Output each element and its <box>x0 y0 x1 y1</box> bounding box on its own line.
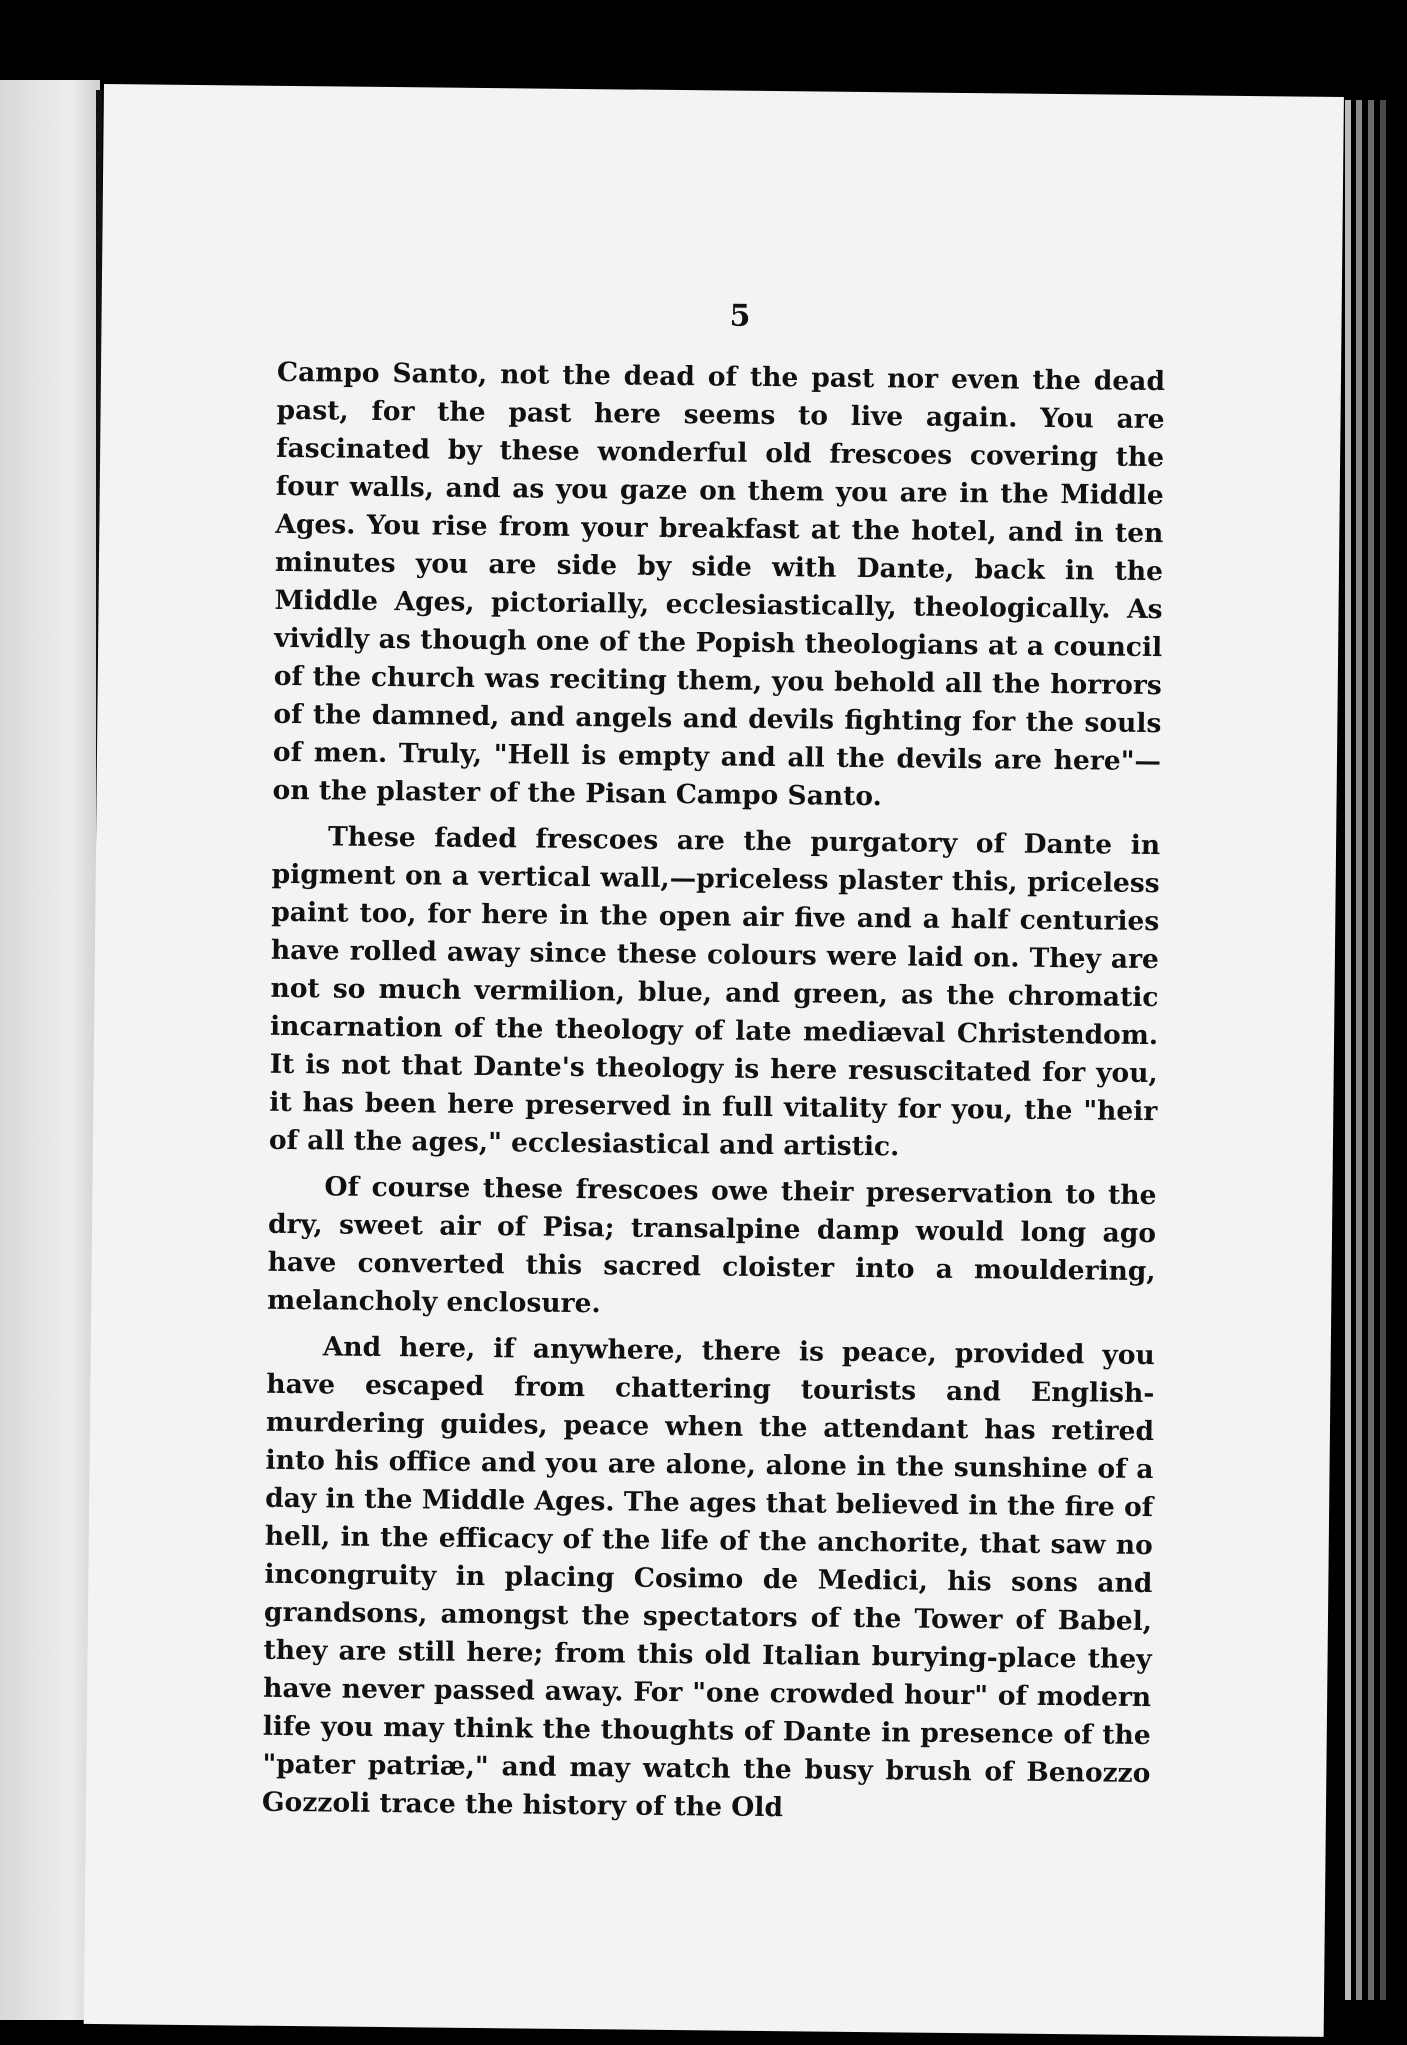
paragraph-1: Campo Santo, not the dead of the past nor even the dead past, for the past here seems to live again. You are fascinated by these wonderful old frescoes covering the four walls, and as you gaze on them you are in the Middle Ages. You rise from your breakfast at the hotel, and in ten minutes you are side by side with Dante, back in the Middle Ages, pictorially, ecclesiastically, theologically. As vividly as though one of the Popish theologians at a council of the church was reciting them, you behold all the horrors of the damned, and angels and devils fighting for the souls of men. Truly, "Hell is empty and all the devils are here"—on the plaster of the Pisan Campo Santo. <box>272 356 1166 813</box>
body-text <box>262 354 1165 1839</box>
page-stack-edge <box>1380 100 1386 2000</box>
left-page-edge <box>0 80 100 2020</box>
paragraph-4: And here, if anywhere, there is peace, provided you have escaped from chattering tourists and English-murdering guides, peace when the attendant has retired into his office and you are alone, alone in the sunshine of a day in the Middle Ages. The ages that believed in the fire of hell, in the efficacy of the life of the anchorite, that saw no incongruity in placing Cosimo de Medici, his sons and grandsons, amongst the spectators of the Tower of Babel, they are still here; from this old Italian burying-place they have never passed away. For "one crowded hour" of modern life you may think the thoughts of Dante in presence of the "pater patriæ," and may watch the busy brush of Benozzo Gozzoli trace the history of the Old <box>261 1331 1155 1824</box>
page-stack-edge <box>1368 100 1374 2000</box>
paragraph-3: Of course these frescoes owe their preservation to the dry, sweet air of Pisa; transalpine damp would long ago have converted this sacred cloister into a mouldering, melancholy enclosure. <box>267 1171 1157 1320</box>
book-page <box>84 84 1344 2037</box>
paragraph-2: These faded frescoes are the purgatory of Dante in pigment on a vertical wall,—priceless plaster this, priceless paint too, for here in the open air five and a half centuries have rolled away since these colours were laid on. They are not so much vermilion, blue, and green, as the chromatic incarnation of the theology of late mediæval Christendom. It is not that Dante's theology is here resuscitated for you, it has been here preserved in full vitality for you, the "heir of all the ages," ecclesiastical and artistic. <box>268 821 1161 1163</box>
page-stack-edge <box>1345 100 1351 2000</box>
page-number: 5 <box>729 298 751 334</box>
page-stack-edge <box>1356 100 1362 2000</box>
